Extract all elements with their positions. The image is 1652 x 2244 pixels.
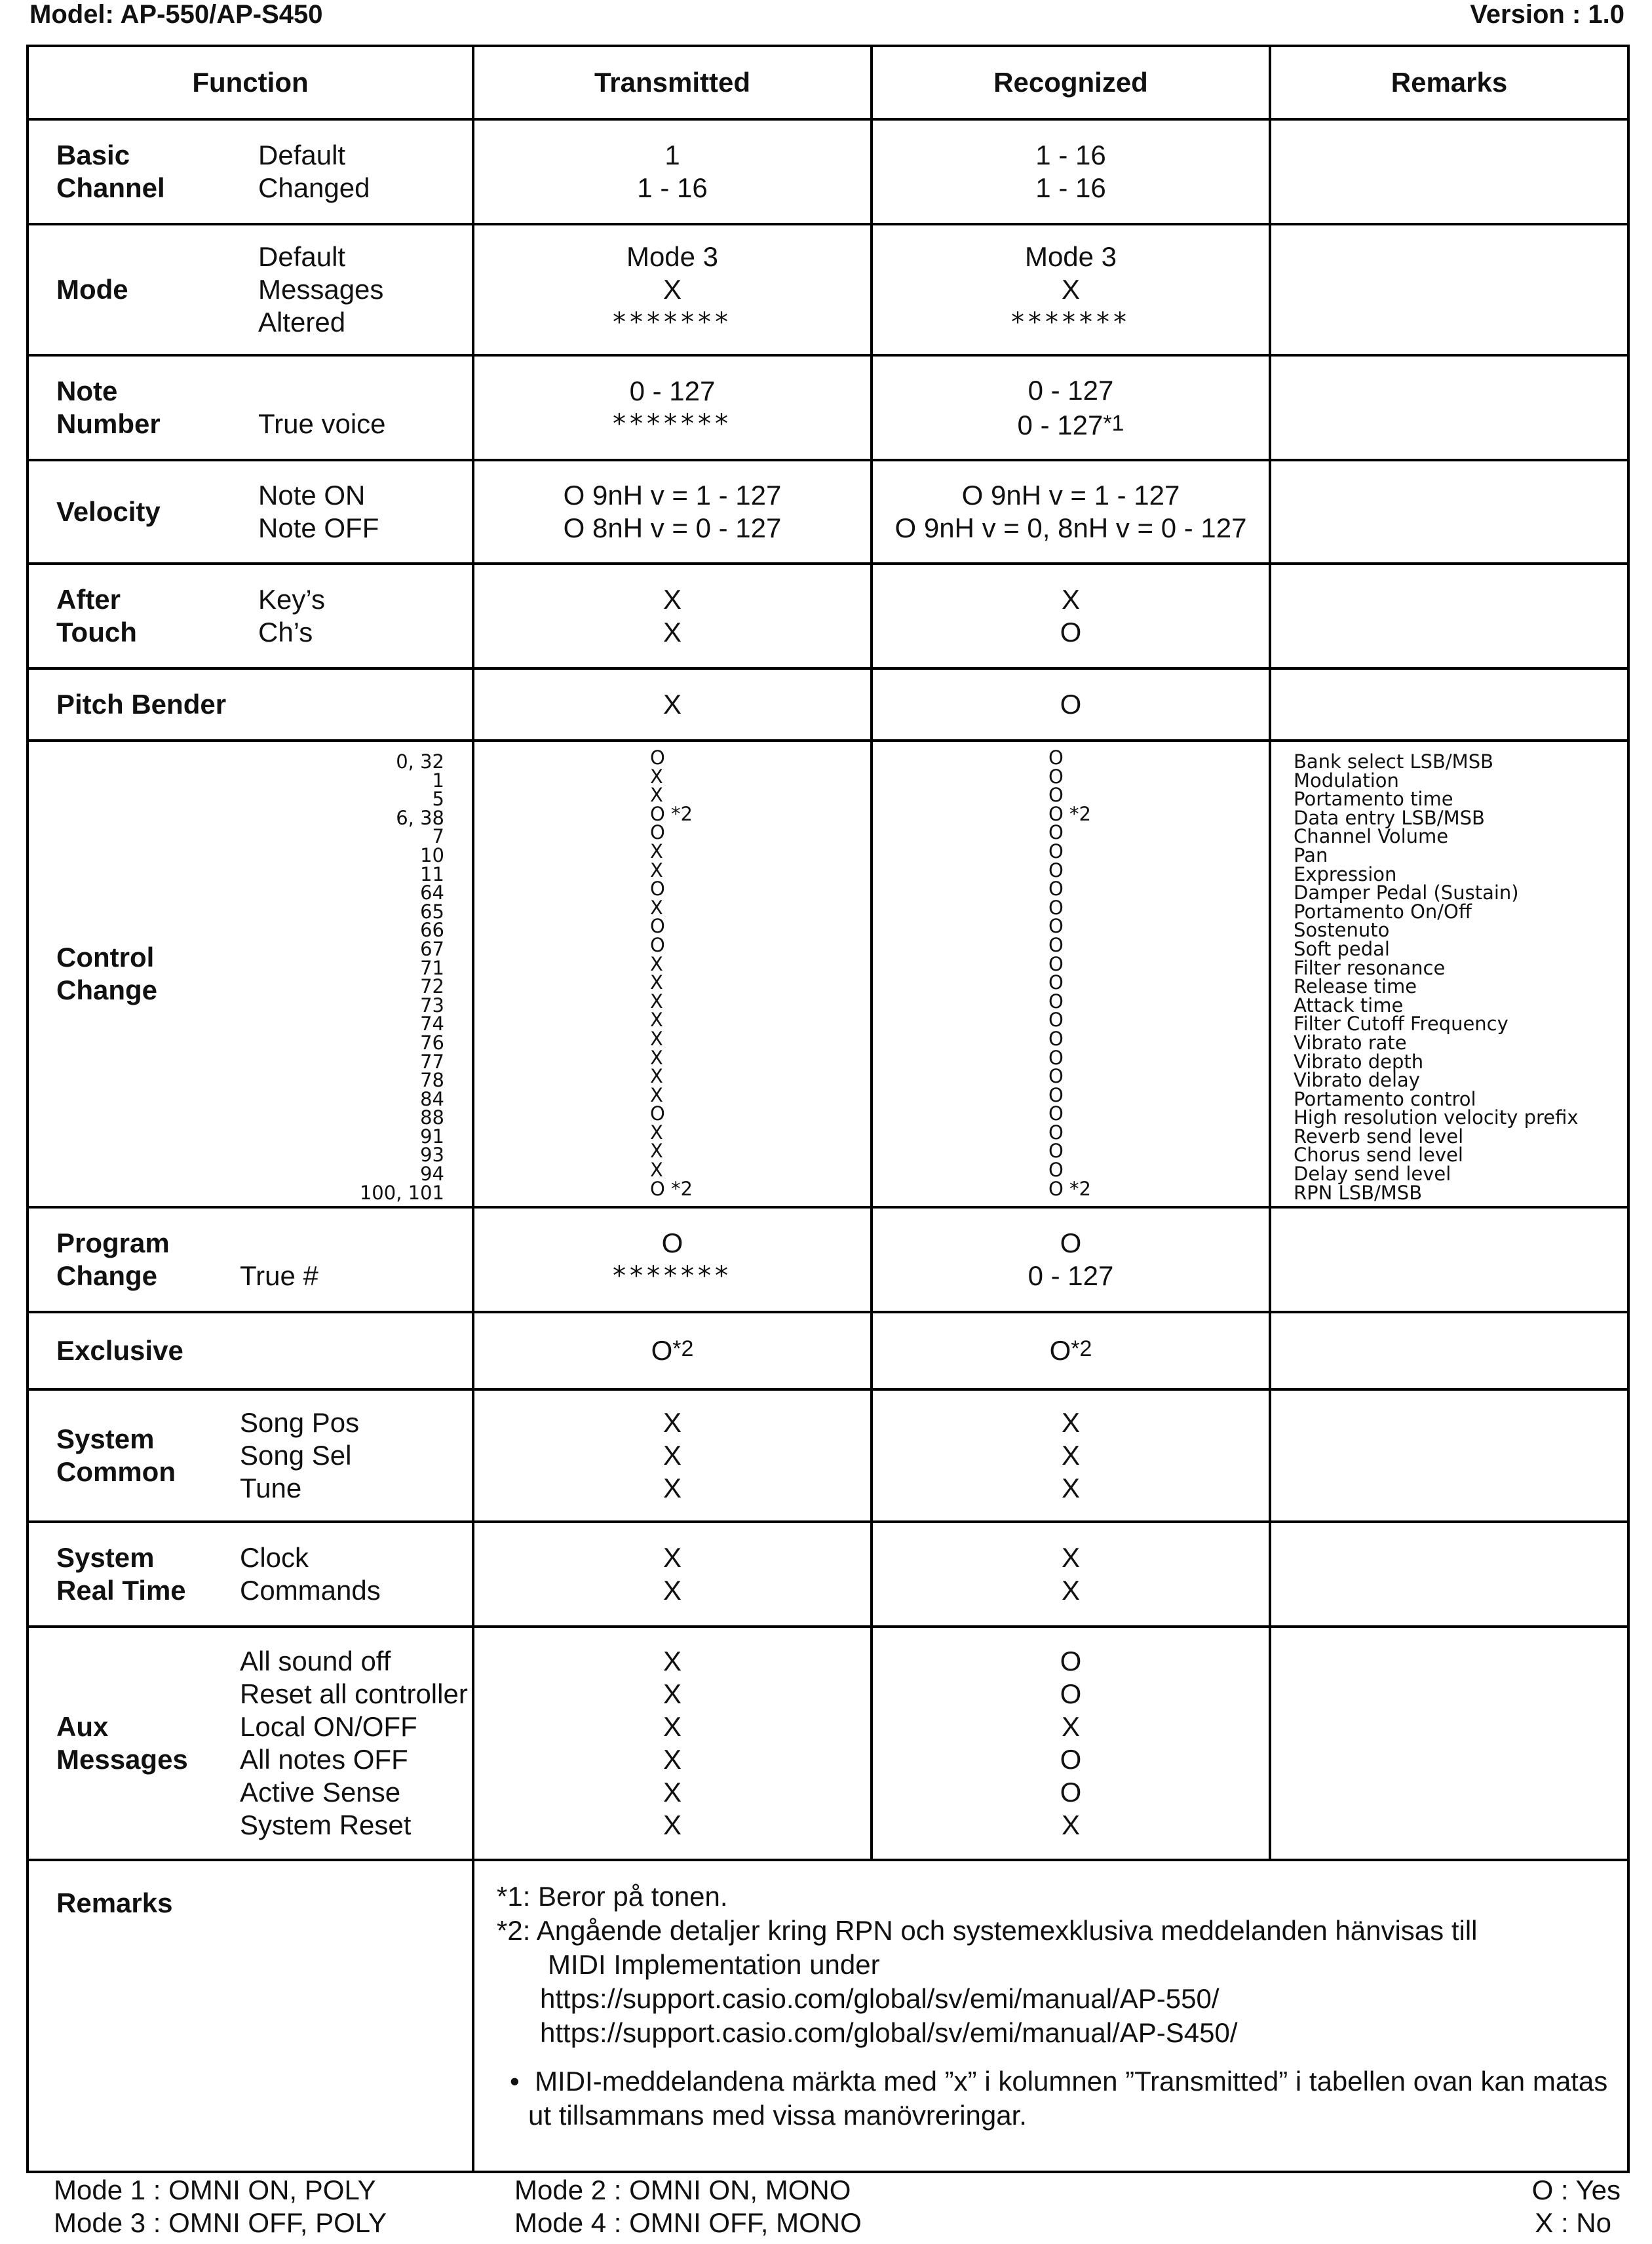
footnote-ref: *2 [672, 1336, 694, 1361]
transmitted-cell: X [473, 668, 872, 741]
transmitted-value: X [650, 971, 663, 994]
bullet-note: • MIDI-meddelandena märkta med ”x” i kolumnen ”Transmitted” i tabellen ovan kan matas ut tillsammans med vissa manövreringar. [510, 2066, 1608, 2131]
transmitted-value: X [650, 765, 663, 788]
recognized-value: O *2 [1048, 1177, 1091, 1200]
exclusive-row [28, 1312, 1628, 1389]
remarks-cell [1270, 460, 1628, 564]
transmitted-header: Transmitted [473, 46, 872, 119]
transmitted-cell: X X [473, 564, 872, 668]
recognized-value: O [1048, 1121, 1064, 1144]
transmitted-value: O [650, 915, 665, 938]
recognized-cell: O O X O O X [872, 1627, 1270, 1860]
function-name: System Real Time [56, 1542, 186, 1606]
footnote-2: *2: Angående detaljer kring RPN och systemexklusiva meddelanden hänvisas till [497, 1915, 1478, 1946]
transmitted-value: X [650, 840, 663, 862]
recognized-value: O [1048, 1046, 1064, 1069]
controller-remark: Delay send level [1294, 1163, 1451, 1186]
recognized-value: O [1048, 915, 1064, 938]
controller-number: 76 [420, 1031, 444, 1054]
controller-number: 66 [420, 919, 444, 942]
remarks-notes [473, 1860, 1628, 2172]
controller-number: 7 [432, 825, 444, 848]
control-change-row [28, 741, 1628, 1207]
function-cell [28, 564, 473, 668]
controller-number: 100, 101 [359, 1181, 444, 1204]
recognized-value: O [1048, 1140, 1064, 1163]
function-name: Note Number [56, 376, 161, 439]
recognized-value: O [1048, 1102, 1064, 1125]
footnote-ref: *2 [1071, 1336, 1092, 1361]
remarks-cell [1270, 224, 1628, 355]
transmitted-value: X [650, 859, 663, 881]
controller-number: 72 [420, 975, 444, 998]
program-change-row [28, 1207, 1628, 1312]
recognized-value: O [1048, 990, 1064, 1013]
controller-remark: Data entry LSB/MSB [1294, 806, 1485, 829]
controller-number: 93 [420, 1144, 444, 1167]
controller-remark: Channel Volume [1294, 825, 1449, 848]
after-touch-row [28, 564, 1628, 668]
transmitted-value: X [650, 1121, 663, 1144]
controller-number: 73 [420, 994, 444, 1016]
controller-remark: Bank select LSB/MSB [1294, 750, 1493, 773]
controller-numbers [360, 752, 444, 1202]
function-cell [28, 355, 473, 460]
recognized-value: O [1048, 878, 1064, 900]
version-label: Version : 1.0 [1470, 0, 1624, 29]
remarks-header: Remarks [1270, 46, 1628, 119]
controller-remark: Portamento time [1294, 788, 1453, 811]
recognized-value: O [1048, 1027, 1064, 1050]
function-sub: Note ON Note OFF [258, 480, 379, 543]
transmitted-value: O *2 [650, 802, 693, 825]
aux-messages-row [28, 1627, 1628, 1860]
controller-number: 94 [420, 1163, 444, 1186]
remarks-row [28, 1860, 1628, 2172]
controller-remark: High resolution velocity prefix [1294, 1106, 1579, 1129]
transmitted-value: X [650, 784, 663, 807]
bullet-icon: • [510, 2066, 520, 2097]
function-name: Exclusive [56, 1335, 183, 1366]
recognized-cell: X X [872, 1522, 1270, 1627]
transmitted-value: X [650, 1140, 663, 1163]
function-name: Velocity [56, 496, 161, 527]
controller-number: 74 [420, 1013, 444, 1035]
transmitted-value: O [650, 1102, 665, 1125]
controller-remark: Filter Cutoff Frequency [1294, 1013, 1508, 1035]
controller-number: 64 [420, 881, 444, 904]
url-aps450: https://support.casio.com/global/sv/emi/manual/AP-S450/ [540, 2017, 1238, 2048]
controller-number: 71 [420, 956, 444, 979]
controller-remark: Sostenuto [1294, 919, 1390, 942]
recognized-cell: Mode 3 X ******* [872, 224, 1270, 355]
function-name: Mode [56, 274, 128, 305]
transmitted-value: X [650, 990, 663, 1013]
recognized-value: O *2 [1048, 802, 1091, 825]
controller-remark: Chorus send level [1294, 1144, 1463, 1167]
function-cell [28, 460, 473, 564]
controller-number: 65 [420, 900, 444, 923]
function-sub: True # [240, 1260, 318, 1291]
transmitted-cell: X X X X X X [473, 1627, 872, 1860]
transmitted-value: O [650, 821, 665, 844]
transmitted-cell: 1 1 - 16 [473, 119, 872, 224]
recognized-value: O [1048, 1083, 1064, 1106]
transmitted-cell [473, 741, 872, 1207]
mode-row [28, 224, 1628, 355]
footnote-2-cont: MIDI Implementation under [548, 1949, 880, 1980]
recognized-cell: 1 - 16 1 - 16 [872, 119, 1270, 224]
controller-remark: Vibrato rate [1294, 1031, 1407, 1054]
recognized-value: O [1048, 859, 1064, 881]
recognized-value: O [1048, 1065, 1064, 1088]
function-sub: Key’s Ch’s [258, 584, 325, 648]
transmitted-value: O [650, 933, 665, 956]
controller-number: 11 [420, 862, 444, 885]
recognized-cell: 0 - 127 0 - 127*1 [872, 355, 1270, 460]
function-name: Aux Messages [56, 1711, 188, 1775]
controller-remark: Filter resonance [1294, 956, 1446, 979]
controller-remark: Attack time [1294, 994, 1404, 1016]
function-cell [28, 668, 473, 741]
transmitted-value: X [650, 1009, 663, 1032]
recognized-value: O [1048, 746, 1064, 769]
recognized-value: O [1048, 952, 1064, 975]
function-cell [28, 1389, 473, 1522]
function-sub: Clock Commands [240, 1542, 381, 1606]
controller-number: 6, 38 [396, 806, 444, 829]
recognized-value: O [1048, 971, 1064, 994]
footer-mode2: Mode 2 : OMNI ON, MONO [514, 2175, 851, 2205]
function-sub: Default Changed [258, 140, 370, 203]
function-cell [28, 1627, 473, 1860]
function-cell [28, 741, 473, 1207]
function-sub: True voice [258, 408, 386, 439]
controller-remark: Expression [1294, 862, 1397, 885]
controller-number: 0, 32 [396, 750, 444, 773]
recognized-cell: O 9nH v = 1 - 127 O 9nH v = 0, 8nH v = 0 - 127 [872, 460, 1270, 564]
controller-remark: Vibrato depth [1294, 1050, 1424, 1073]
recognized-value: O [1048, 1009, 1064, 1032]
function-name: Control Change [56, 942, 158, 1005]
function-cell [28, 224, 473, 355]
function-name: Pitch Bender [56, 689, 227, 720]
remarks-cell [1270, 355, 1628, 460]
remarks-label: Remarks [28, 1860, 473, 2172]
transmitted-value: O *2 [650, 1177, 693, 1200]
function-sub: All sound off Reset all controller Local ON/OFF All notes OFF Active Sense System Reset [240, 1646, 468, 1840]
recognized-cell: O 0 - 127 [872, 1207, 1270, 1312]
function-cell [28, 1522, 473, 1627]
transmitted-cell: O 9nH v = 1 - 127 O 8nH v = 0 - 127 [473, 460, 872, 564]
remarks-cell [1270, 668, 1628, 741]
transmitted-value: X [650, 952, 663, 975]
remarks-cell [1270, 119, 1628, 224]
recognized-value: O [1048, 896, 1064, 919]
recognized-value: O [1048, 784, 1064, 807]
transmitted-value: X [650, 1046, 663, 1069]
transmitted-cell: O*2 [473, 1312, 872, 1389]
recognized-value: O [1048, 1159, 1064, 1182]
recognized-value: O [1048, 765, 1064, 788]
transmitted-cell: 0 - 127 ******* [473, 355, 872, 460]
controller-number: 77 [420, 1050, 444, 1073]
recognized-header: Recognized [872, 46, 1270, 119]
controller-number: 84 [420, 1087, 444, 1110]
controller-number: 5 [432, 788, 444, 811]
function-name: After Touch [56, 584, 137, 648]
controller-number: 78 [420, 1069, 444, 1092]
footer-mode1: Mode 1 : OMNI ON, POLY [54, 2175, 376, 2205]
transmitted-value: X [650, 1083, 663, 1106]
basic-channel-row [28, 119, 1628, 224]
function-header: Function [28, 46, 473, 119]
controller-number: 88 [420, 1106, 444, 1129]
recognized-value: O [1048, 840, 1064, 862]
system-real-time-row [28, 1522, 1628, 1627]
controller-remark: Release time [1294, 975, 1417, 998]
footer-mode3: Mode 3 : OMNI OFF, POLY [54, 2207, 387, 2238]
controller-remark: Portamento control [1294, 1087, 1476, 1110]
function-sub: Default Messages Altered [258, 241, 384, 338]
velocity-row [28, 460, 1628, 564]
transmitted-value: X [650, 1159, 663, 1182]
controller-remark: Portamento On/Off [1294, 900, 1472, 923]
controller-remark: RPN LSB/MSB [1294, 1181, 1423, 1204]
function-cell [28, 1312, 473, 1389]
pitch-bender-row [28, 668, 1628, 741]
transmitted-cell: Mode 3 X ******* [473, 224, 872, 355]
system-common-row [28, 1389, 1628, 1522]
function-cell [28, 119, 473, 224]
controller-remark: Damper Pedal (Sustain) [1294, 881, 1519, 904]
url-ap550: https://support.casio.com/global/sv/emi/manual/AP-550/ [540, 1983, 1220, 2014]
remarks-cell [1270, 741, 1628, 1207]
footer-no-legend: X : No [1535, 2207, 1611, 2238]
footnote-1: *1: Beror på tonen. [497, 1881, 728, 1912]
function-name: Program Change [56, 1228, 170, 1291]
transmitted-value: X [650, 1065, 663, 1088]
function-name: System Common [56, 1423, 176, 1487]
controller-remark: Reverb send level [1294, 1125, 1464, 1148]
function-cell [28, 1207, 473, 1312]
controller-number: 67 [420, 937, 444, 960]
footer-mode4: Mode 4 : OMNI OFF, MONO [514, 2207, 862, 2238]
controller-remark: Soft pedal [1294, 937, 1390, 960]
function-name: Basic Channel [56, 140, 165, 203]
controller-remark: Modulation [1294, 769, 1399, 792]
remarks-cell [1270, 1627, 1628, 1860]
remarks-cell [1270, 1522, 1628, 1627]
controller-number: 10 [420, 843, 444, 866]
remarks-cell [1270, 1312, 1628, 1389]
controller-number: 1 [432, 769, 444, 792]
transmitted-value: X [650, 896, 663, 919]
function-sub: Song Pos Song Sel Tune [240, 1407, 360, 1503]
transmitted-cell: X X X [473, 1389, 872, 1522]
remarks-cell [1270, 1207, 1628, 1312]
recognized-value: O [1048, 933, 1064, 956]
recognized-cell: O [872, 668, 1270, 741]
controller-remark: Vibrato delay [1294, 1069, 1420, 1092]
transmitted-cell: X X [473, 1522, 872, 1627]
recognized-cell: O*2 [872, 1312, 1270, 1389]
model-label: Model: AP-550/AP-S450 [29, 0, 323, 29]
transmitted-cell: O ******* [473, 1207, 872, 1312]
footnote-ref: *1 [1103, 410, 1124, 436]
controller-remark: Pan [1294, 843, 1328, 866]
footer-yes-legend: O : Yes [1531, 2175, 1621, 2205]
controller-number: 91 [420, 1125, 444, 1148]
recognized-cell: X X X [872, 1389, 1270, 1522]
midi-implementation-chart [26, 45, 1630, 2173]
remarks-cell [1270, 564, 1628, 668]
recognized-cell: X O [872, 564, 1270, 668]
recognized-cell [872, 741, 1270, 1207]
note-number-row [28, 355, 1628, 460]
transmitted-value: X [650, 1027, 663, 1050]
header-row [28, 46, 1628, 119]
transmitted-value: O [650, 878, 665, 900]
remarks-cell [1270, 1389, 1628, 1522]
transmitted-value: O [650, 746, 665, 769]
recognized-value: O [1048, 821, 1064, 844]
